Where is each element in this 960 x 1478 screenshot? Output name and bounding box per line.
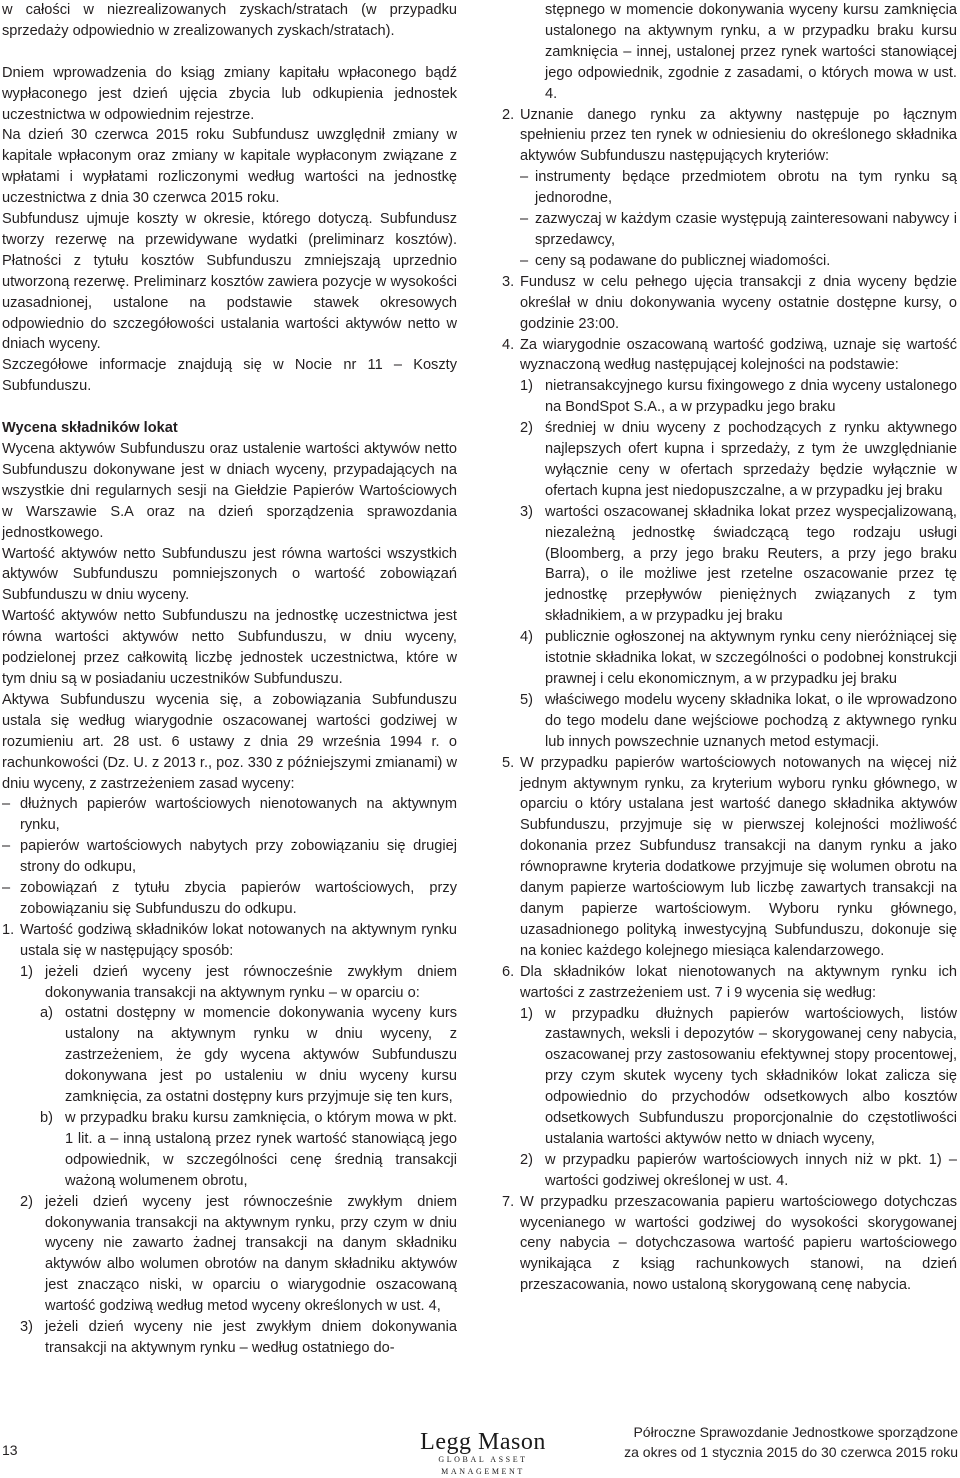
list-marker: 2) xyxy=(520,420,533,437)
list-item xyxy=(502,105,957,168)
list-item-text: wartości oszacowanej składnika lokat przez wyspecjalizowaną, niezależną jednostkę świadczącą tego rodzaju usługi (Bloomberg, a przy jego braku Reuters, a przy jego braku Barra), o ile możliwe jest rzetelne oszacowanie przez tę jednostkę przepływów pieniężnych związanych z tym składnikiem, a w przypadku jej braku xyxy=(545,503,957,625)
dash-marker: – xyxy=(520,169,529,186)
list-item-text: dłużnych papierów wartościowych nienotowanych na aktywnym rynku, xyxy=(20,796,457,834)
list-item-text: ceny są podawane do publicznej wiadomości. xyxy=(535,252,831,269)
list-marker: 3) xyxy=(520,503,533,520)
list-item-text: właściwego modelu wyceny składnika lokat, o ile wprowadzono do tego modelu dane wejściowe pochodzą z aktywnego rynku lub innych powszechnie uznanych metod estymacji. xyxy=(545,691,957,750)
section-heading: Wycena składników lokat xyxy=(2,420,178,437)
list-item xyxy=(502,1192,957,1297)
page-footer xyxy=(0,1405,960,1476)
list-item xyxy=(502,418,957,502)
report-title-line: Półroczne Sprawozdanie Jednostkowe sporządzone xyxy=(633,1424,958,1440)
list-item xyxy=(2,962,457,1004)
list-item xyxy=(502,209,957,251)
dash-marker: – xyxy=(2,838,11,855)
list-marker: 2. xyxy=(502,106,515,123)
list-item-text: Dla składników lokat nienotowanych na aktywnym rynku ich wartości z zastrzeżeniem ust. 7 i 9 wycenia się według: xyxy=(520,963,957,1001)
list-item-text: Wartość godziwą składników lokat notowanych na aktywnym rynku ustala się w następujący sposób: xyxy=(20,921,457,959)
list-item xyxy=(2,836,457,878)
list-item-text: instrumenty będące przedmiotem obrotu na tym rynku są jednorodne, xyxy=(535,169,957,207)
list-marker: 5. xyxy=(502,754,515,771)
list-item xyxy=(502,0,957,105)
list-marker: 7. xyxy=(502,1193,515,1210)
list-marker: 4. xyxy=(502,336,515,353)
list-item xyxy=(502,627,957,690)
paragraph: Na dzień 30 czerwca 2015 roku Subfundusz uwzględnił zmiany w kapitale wpłaconym oraz zmiany w kapitale wypłaconym związane z wpłatami i wypłatami rozliczonymi według wartości na jednostkę uczestnictwa z dnia 30 czerwca 2015 roku. xyxy=(2,127,457,207)
list-item-text: zobowiązań z tytułu zbycia papierów wartościowych, przy zobowiązaniu się Subfunduszu do odkupu. xyxy=(20,880,457,917)
list-item xyxy=(502,167,957,209)
list-item xyxy=(2,920,457,962)
list-item xyxy=(2,1192,457,1317)
list-item-text: Za wiarygodnie oszacowaną wartość godziwą, uznaje się wartość wyznaczoną według następującej kolejności na podstawie: xyxy=(520,336,957,374)
list-marker: a) xyxy=(40,1005,53,1022)
list-item xyxy=(2,794,457,836)
list-item xyxy=(502,376,957,418)
list-marker: 5) xyxy=(520,691,533,708)
right-column xyxy=(502,0,957,1296)
list-item xyxy=(2,1317,457,1359)
list-marker: 1) xyxy=(520,378,533,395)
list-marker: 3. xyxy=(502,273,515,290)
list-item xyxy=(2,878,457,920)
paragraph: Szczegółowe informacje znajdują się w Nocie nr 11 – Koszty Subfunduszu. xyxy=(2,357,457,395)
list-item xyxy=(502,690,957,753)
list-marker: 1) xyxy=(520,1005,533,1022)
list-item-text: papierów wartościowych nabytych przy zobowiązaniu się drugiej strony do odkupu, xyxy=(20,838,457,876)
report-title xyxy=(624,1422,958,1462)
list-marker: 4) xyxy=(520,629,533,646)
list-item xyxy=(2,1108,457,1192)
list-item-text: W przypadku przeszacowania papieru wartościowego dotychczas wycenianego w wartości godziwej do wysokości skorygowanej ceny nabycia – dotychczasowa wartość papieru wartościowego wynikająca z ksiąg rachunkowych stanowi, na dzień przeszacowania, nowo ustaloną skorygowaną cenę nabycia. xyxy=(520,1193,957,1294)
list-item-text: stępnego w momencie dokonywania wyceny kursu zamknięcia ustalonego na aktywnym rynku, a w przypadku braku kursu zamknięcia – innej, ustalonej przez rynek wartości stanowiącej jego odpowiednik, zgodnie z zasadami, o których mowa w ust. 4. xyxy=(545,2,957,102)
list-item-text: średniej w dniu wyceny z pochodzących z rynku aktywnego najlepszych ofert kupna i sprzedaży, z tym że uwzględnianie wyłącznie ceny w ofertach sprzedaży będzie wyłącznie w ofertach kupna jest niedopuszczalne, a w przypadku jej braku xyxy=(545,420,957,499)
report-title-line: za okres od 1 stycznia 2015 do 30 czerwca 2015 roku xyxy=(624,1444,958,1460)
list-item-text: w przypadku papierów wartościowych innych niż w pkt. 1) – wartości godziwej określonej w ust. 4. xyxy=(545,1151,957,1189)
paragraph: Wartość aktywów netto Subfunduszu jest równa wartości wszystkich aktywów Subfunduszu pomniejszonych o wartość zobowiązań Subfunduszu w dniu wyceny. xyxy=(2,545,457,604)
list-item-text: nietransakcyjnego kursu fixingowego z dnia wyceny ustalonego na BondSpot S.A., a w przypadku jego braku xyxy=(545,378,957,416)
logo-tagline: GLOBAL ASSET MANAGEMENT xyxy=(438,1455,528,1476)
dash-marker: – xyxy=(520,211,529,228)
list-item-text: Uznanie danego rynku za aktywny następuje po łącznym spełnieniu przez ten rynek w odniesieniu do określonego składnika aktywów Subfunduszu następujących kryteriów: xyxy=(520,106,957,165)
dash-marker: – xyxy=(520,252,529,269)
list-item xyxy=(502,335,957,377)
legg-mason-logo xyxy=(398,1430,568,1478)
list-item xyxy=(502,1150,957,1192)
list-item xyxy=(502,251,957,272)
paragraph: Wycena aktywów Subfunduszu oraz ustalenie wartości aktywów netto Subfunduszu dokonywane jest w dniach wyceny, przypadających na wszystkie dni regularnych sesji na Giełdzie Papierów Wartościowych w Warszawie S.A oraz na dzień sporządzenia sprawozdania jednostkowego. xyxy=(2,441,457,541)
list-item-text: jeżeli dzień wyceny nie jest zwykłym dniem dokonywania transakcji na aktywnym rynku – według ostatniego do- xyxy=(45,1319,457,1356)
list-item-text: w przypadku braku kursu zamknięcia, o którym mowa w pkt. 1 lit. a – inną ustaloną przez rynek wartość stanowiącą jego odpowiednik, w szczególności cenę średnią transakcji ważoną wolumenem obrotu, xyxy=(65,1110,457,1189)
list-marker: 1) xyxy=(20,963,33,980)
list-item-text: jeżeli dzień wyceny jest równocześnie zwykłym dniem dokonywania transakcji na aktywnym rynku – w oparciu o: xyxy=(45,963,457,1001)
logo-wordmark: Legg Mason xyxy=(420,1429,546,1455)
list-marker: 6. xyxy=(502,963,515,980)
list-item xyxy=(502,753,957,962)
paragraph: Aktywa Subfunduszu wycenia się, a zobowiązania Subfunduszu ustala się według wiarygodnie oszacowanej wartości godziwej w rozumieniu art. 28 ust. 6 ustawy z dnia 29 września 1994 r. o rachunkowości (Dz. U. z 2013 r., poz. 330 z późniejszymi zmianami) w dniu wyceny, z zastrzeżeniem zasad wyceny: xyxy=(2,691,458,792)
paragraph: Wartość aktywów netto Subfunduszu na jednostkę uczestnictwa jest równa wartości aktywów netto Subfunduszu, w dniu wyceny, podzielonej przez całkowitą liczbę jednostek uczestnictwa, które w tym dniu są w posiadaniu uczestników Subfunduszu. xyxy=(2,608,457,687)
paragraph: Dniem wprowadzenia do ksiąg zmiany kapitału wpłaconego bądź wypłaconego jest dzień ujęcia zbycia lub odkupienia jednostek uczestnictwa w odpowiednim rejestrze. xyxy=(2,64,457,123)
list-item xyxy=(502,1004,957,1150)
left-column xyxy=(2,0,457,1359)
list-item xyxy=(502,962,957,1004)
paragraph: w całości w niezrealizowanych zyskach/stratach (w przypadku sprzedaży odpowiednio w zrealizowanych zyskach/stratach). xyxy=(2,2,457,39)
dash-marker: – xyxy=(2,796,11,813)
paragraph: Subfundusz ujmuje koszty w okresie, którego dotyczą. Subfundusz tworzy rezerwę na przewidywane wydatki (preliminarz kosztów). Płatności z tytułu kosztów Subfunduszu zmniejszają uprzednio utworzoną rezerwę. Preliminarz kosztów zawiera pozycje w wysokości uzasadnionej, ustalone na podstawie stawek okresowych odpowiednio do szczegółowości ustalania wartości aktywów netto w dniach wyceny. xyxy=(2,211,457,353)
list-item-text: jeżeli dzień wyceny jest równocześnie zwykłym dniem dokonywania transakcji na aktywnym rynku, przy czym w dniu wyceny nie zawarto żadnej transakcji na danym składniku aktywów albo wolumen obrotów na danym składniku aktywów jest znacząco niski, w oparciu o wiarygodnie oszacowaną wartość godziwą według metod wyceny określonych w ust. 4, xyxy=(45,1193,457,1315)
list-marker: 3) xyxy=(20,1319,33,1336)
list-item-text: ostatni dostępny w momencie dokonywania wyceny kurs ustalony na aktywnym rynku w dniu wyceny, z zastrzeżeniem, że gdy wycena aktywów Subfunduszu dokonywana jest po ustaleniu w dniu wyceny kursu zamknięcia, za ostatni dostępny kurs przyjmuje się ten kurs, xyxy=(65,1005,457,1106)
list-item xyxy=(502,502,957,627)
dash-marker: – xyxy=(2,880,11,897)
list-marker: b) xyxy=(40,1110,53,1126)
list-item-text: w przypadku dłużnych papierów wartościowych, listów zastawnych, weksli i depozytów – skorygowanej ceny nabycia, oszacowanej przy zastosowaniu efektywnej stopy procentowej, przy czym skutek wyceny tych składników lokat zalicza się odpowiednio do przychodów odsetkowych albo kosztów odsetkowych Subfunduszu proporcjonalnie do częstotliwości ustalania wartości aktywów netto w dniach wyceny, xyxy=(545,1005,957,1147)
list-item-text: W przypadku papierów wartościowych notowanych na więcej niż jednym aktywnym rynku, za kryterium wyboru rynku głównego, w oparciu o który ustalana jest wartość danego składnika aktywów Subfunduszu, przyjmuje się w pierwszej kolejności możliwość dokonania przez Subfundusz transakcji na danym rynku a jako równoprawne kryteria dodatkowe przyjmuje się wolumen obrotu na danym papierze wartościowym lub liczbę zawartych transakcji na danym papierze wartościowym. Wyboru rynku głównego, uzasadnionego polityką inwestycyjną Subfunduszu, dokonuje się na koniec każdego kolejnego miesiąca kalendarzowego. xyxy=(520,754,957,959)
list-item-text: Fundusz w celu pełnego ujęcia transakcji z dnia wyceny będzie określał w dniu dokonywania wyceny ostatnie dostępne kursy, o godzinie 23:00. xyxy=(520,273,957,332)
page-number: 13 xyxy=(2,1442,18,1458)
list-marker: 2) xyxy=(20,1193,33,1210)
list-marker: 2) xyxy=(520,1151,533,1168)
list-item xyxy=(502,272,957,335)
list-item-text: zazwyczaj w każdym czasie występują zainteresowani nabywcy i sprzedawcy, xyxy=(535,211,957,248)
list-marker: 1. xyxy=(2,921,15,938)
list-item xyxy=(2,1003,457,1108)
list-item-text: publicznie ogłoszonej na aktywnym rynku ceny nieróżniącej się istotnie składnika lokat, w szczególności o podobnej konstrukcji prawnej i celu ekonomicznym, a w przypadku jej braku xyxy=(545,629,957,687)
